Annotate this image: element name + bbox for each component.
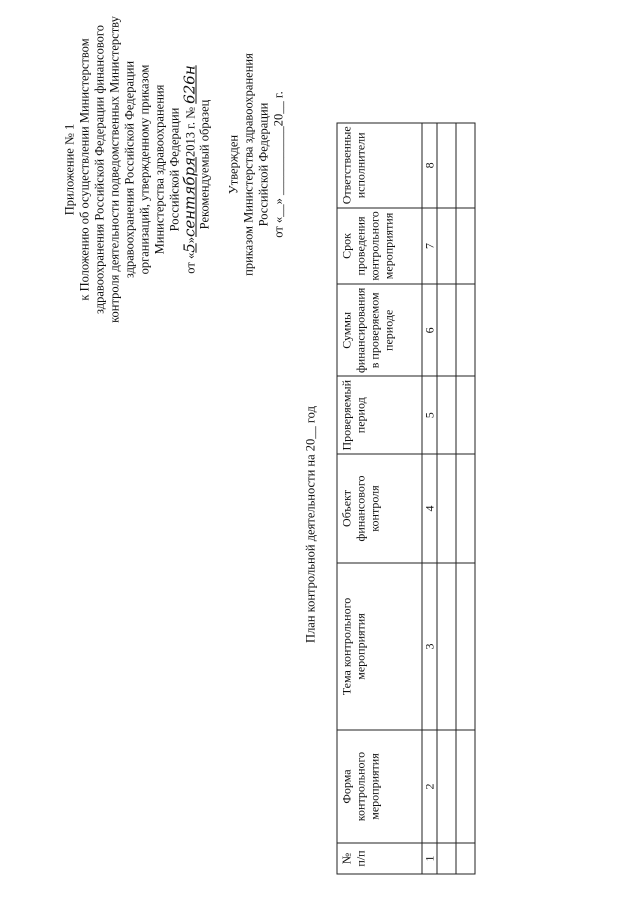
table-cell xyxy=(437,208,456,284)
header-cell-responsible: Ответственные исполнители xyxy=(337,123,422,208)
header-cell-topic: Тема контрольного мероприятия xyxy=(337,563,422,730)
header-cell-number: № п/п xyxy=(337,843,422,874)
table-row xyxy=(456,123,475,874)
plan-title: План контрольной деятельности на 20__ год xyxy=(303,406,318,643)
appendix-line: Министерства здравоохранения xyxy=(152,84,167,255)
table-cell xyxy=(437,454,456,563)
order-year: 2013 г. № xyxy=(183,106,198,157)
header-cell-form: Форма контрольного мероприятия xyxy=(337,730,422,843)
table-row xyxy=(437,123,456,874)
numbering-cell: 8 xyxy=(422,123,437,208)
order-day: 5 xyxy=(180,243,199,253)
approval-block xyxy=(227,25,287,305)
order-mid: » xyxy=(183,236,198,244)
appendix-line: Российской Федерации xyxy=(167,107,182,232)
appendix-line: к Положению об осуществлении Министерством xyxy=(77,38,92,301)
table-cell xyxy=(437,123,456,208)
recommended-sample-label: Рекомендуемый образец xyxy=(197,99,212,230)
numbering-cell: 3 xyxy=(422,563,437,730)
appendix-header xyxy=(63,10,199,330)
table-numbering-row xyxy=(422,123,437,874)
table-cell xyxy=(456,208,475,284)
table-cell xyxy=(437,843,456,874)
table-cell xyxy=(437,376,456,454)
numbering-cell: 2 xyxy=(422,730,437,843)
numbering-cell: 6 xyxy=(422,284,437,376)
order-month: сентября xyxy=(180,156,199,237)
control-plan-table xyxy=(337,122,476,874)
header-cell-object: Объект финансового контроля xyxy=(337,454,422,563)
table-header-row xyxy=(337,123,422,874)
table-cell xyxy=(437,563,456,730)
table-cell xyxy=(456,563,475,730)
numbering-cell: 5 xyxy=(422,376,437,454)
table-cell xyxy=(456,730,475,843)
appendix-line: здравоохранения Российской Федерации xyxy=(122,60,137,279)
approval-line: от «__» ___________20__ г. xyxy=(271,91,286,238)
order-prefix: от « xyxy=(183,252,198,274)
table-cell xyxy=(456,454,475,563)
table-cell xyxy=(456,284,475,376)
numbering-cell: 7 xyxy=(422,208,437,284)
table-cell xyxy=(437,730,456,843)
appendix-line: организаций, утвержденному приказом xyxy=(137,64,152,275)
appendix-line: здравоохранения Российской Федерации финансового xyxy=(92,25,107,314)
approval-line: приказом Министерства здравоохранения xyxy=(241,53,256,276)
approval-line: Российской Федерации xyxy=(256,102,271,227)
landscape-sheet xyxy=(1,0,640,905)
appendix-line: контроля деятельности подведомственных Министерству xyxy=(107,16,122,323)
order-date-line xyxy=(180,10,199,330)
numbering-cell: 1 xyxy=(422,843,437,874)
table-cell xyxy=(456,376,475,454)
appendix-line: Приложение № 1 xyxy=(62,123,77,216)
header-cell-deadline: Срок проведения контрольного мероприятия xyxy=(337,208,422,284)
order-number: 626н xyxy=(180,65,199,104)
table-cell xyxy=(456,123,475,208)
header-cell-period: Проверяемый период xyxy=(337,376,422,454)
table-cell xyxy=(456,843,475,874)
approval-line: Утвержден xyxy=(226,134,241,195)
header-cell-funding: Суммы финансирования в проверяемом периоде xyxy=(337,284,422,376)
table-cell xyxy=(437,284,456,376)
numbering-cell: 4 xyxy=(422,454,437,563)
